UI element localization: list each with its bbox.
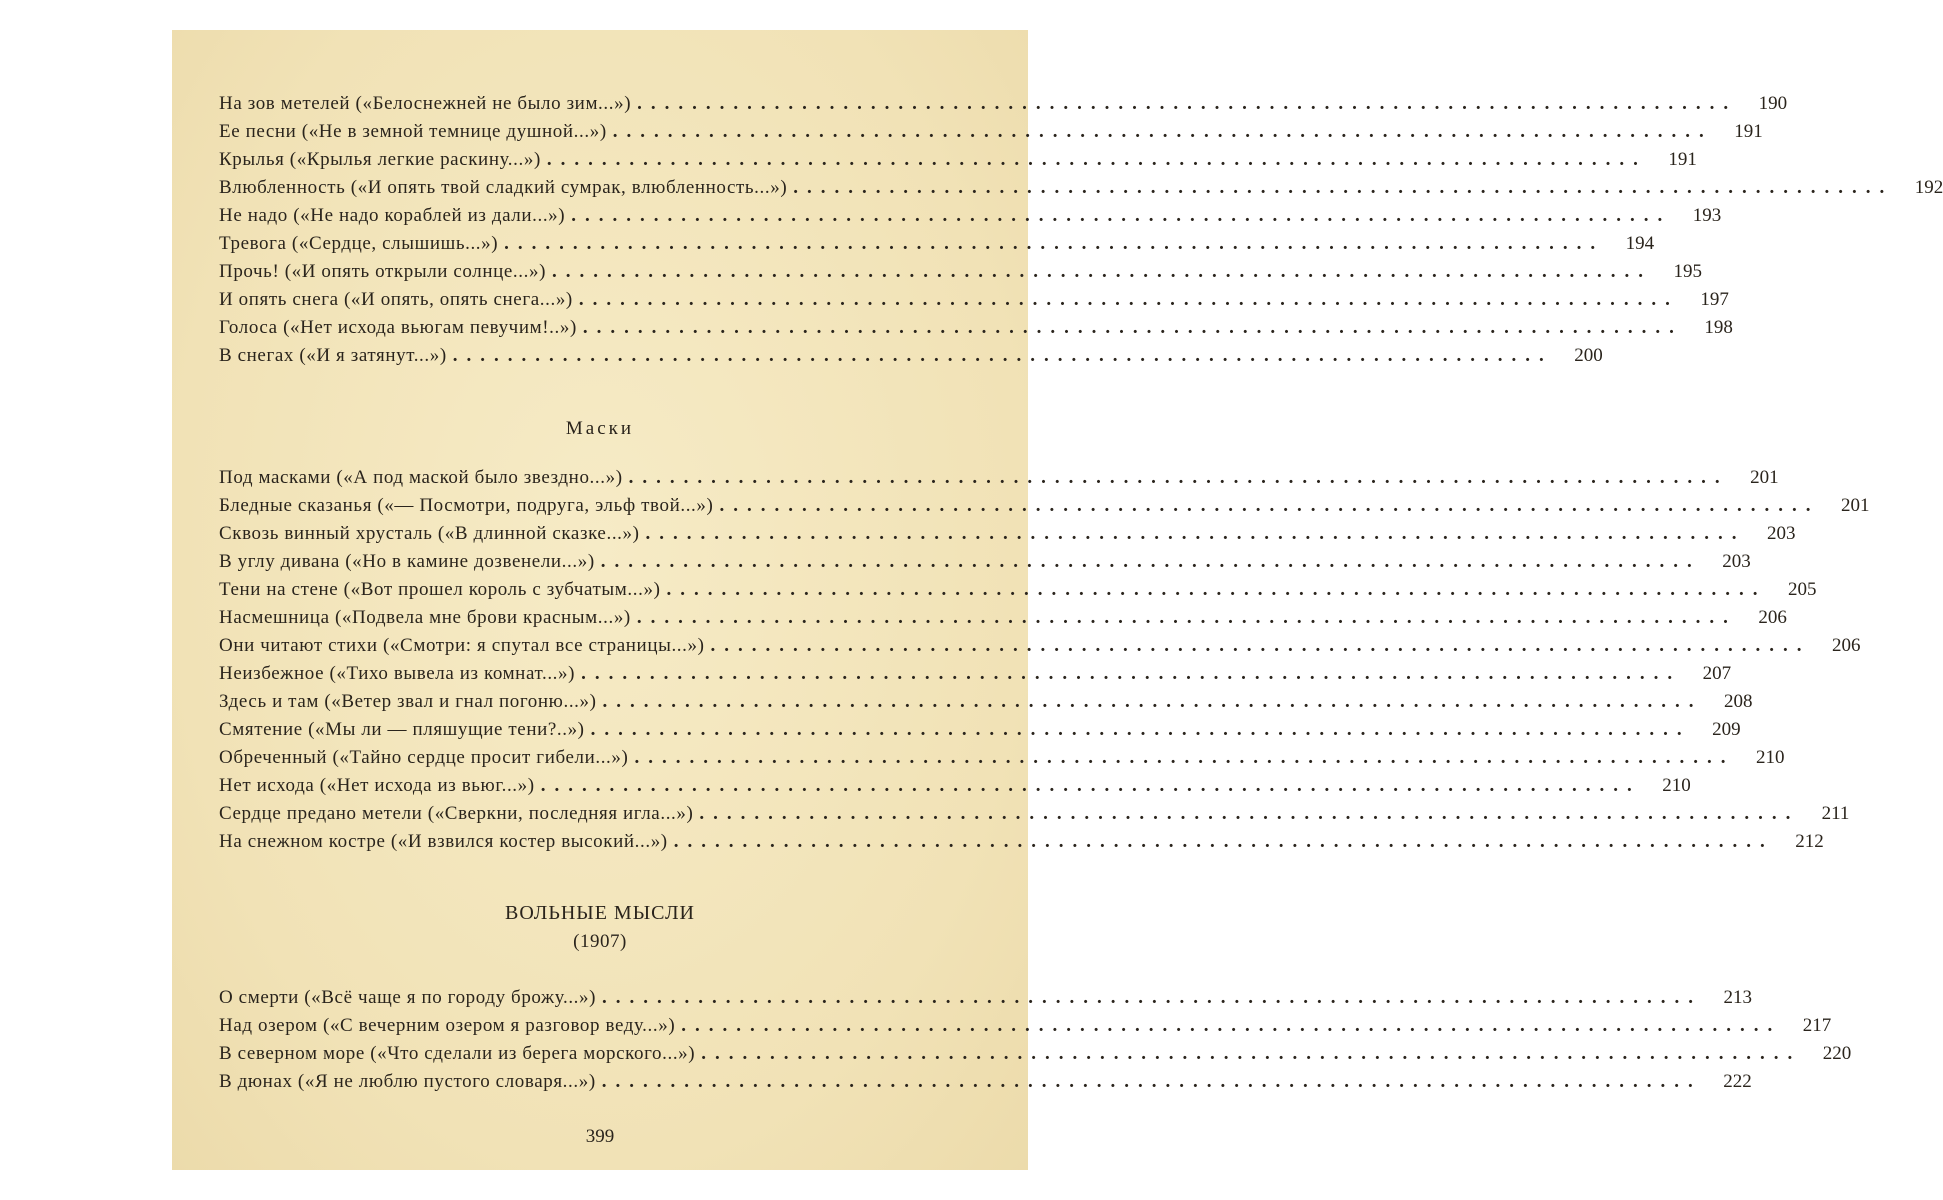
toc-entry-page: 203 xyxy=(1767,523,1796,544)
dot-leader: ................................................................................ xyxy=(710,635,1811,656)
dot-leader: ................................................................................ xyxy=(793,177,1894,198)
dot-leader: ................................................................................ xyxy=(699,803,1800,824)
toc-entry-title: Тени на стене («Вот прошел король с зубчатым...») xyxy=(219,579,661,600)
toc-entry-page: 194 xyxy=(1625,233,1655,254)
toc-entry-title: Ее песни («Не в земной темнице душной...») xyxy=(219,121,607,142)
toc-entry-title: Тревога («Сердце, слышишь...») xyxy=(219,233,499,254)
toc-entry-title: Сердце предано метели («Сверкни, последняя игла...») xyxy=(219,803,694,824)
toc-entry-page: 198 xyxy=(1704,317,1733,338)
toc-entry-page: 220 xyxy=(1822,1043,1852,1064)
toc-entry-page: 190 xyxy=(1758,93,1788,114)
toc-entry xyxy=(219,984,1753,1012)
toc-entry-page: 191 xyxy=(1734,121,1763,142)
toc-entry xyxy=(219,1012,1832,1040)
toc-entry-title: На зов метелей («Белоснежней не было зим...») xyxy=(219,93,632,114)
toc-entry xyxy=(219,744,1785,772)
dot-leader: ................................................................................ xyxy=(452,345,1553,366)
toc-entry-title: В углу дивана («Но в камине дозвенели...») xyxy=(219,551,595,572)
dot-leader: ................................................................................ xyxy=(701,1043,1802,1064)
toc-entry-page: 193 xyxy=(1692,205,1722,226)
toc-entry-page: 208 xyxy=(1724,691,1753,712)
toc-entry xyxy=(219,688,1753,716)
toc-entry xyxy=(219,772,1691,800)
toc-entry-page: 191 xyxy=(1668,149,1697,170)
dot-leader: ................................................................................ xyxy=(634,747,1735,768)
toc-entry xyxy=(219,314,1733,342)
section-title-free-thoughts: ВОЛЬНЫЕ МЫСЛИ xyxy=(504,902,695,924)
toc-entry-title: Смятение («Мы ли — пляшущие тени?..») xyxy=(219,719,585,740)
toc-entry-title: В северном море («Что сделали из берега морского...») xyxy=(219,1043,696,1064)
toc-entry xyxy=(219,286,1729,314)
toc-entry-page: 222 xyxy=(1723,1071,1752,1092)
toc-entry xyxy=(219,576,1817,604)
toc-entry-title: Прочь! («И опять открыли солнце...») xyxy=(219,261,547,282)
toc-entry-title: Голоса («Нет исхода вьюгам певучим!..») xyxy=(219,317,577,338)
toc-entry xyxy=(219,118,1763,146)
toc-entry-title: О смерти («Всё чаще я по городу брожу...») xyxy=(219,987,597,1008)
toc-entry-page: 206 xyxy=(1758,607,1787,628)
toc-entry-page: 212 xyxy=(1795,831,1824,852)
toc-entry-title: Они читают стихи («Смотри: я спутал все страницы...») xyxy=(219,635,705,656)
dot-leader: ................................................................................ xyxy=(681,1015,1782,1036)
toc-entry-page: 200 xyxy=(1574,345,1603,366)
toc-entry-title: В дюнах («Я не люблю пустого словаря...») xyxy=(219,1071,596,1092)
dot-leader: ................................................................................ xyxy=(602,987,1703,1008)
toc-entry-title: Здесь и там («Ветер звал и гнал погоню...») xyxy=(219,691,597,712)
toc-entry-page: 203 xyxy=(1722,551,1751,572)
toc-entry-page: 201 xyxy=(1750,467,1779,488)
toc-entry-page: 217 xyxy=(1802,1015,1832,1036)
toc-entry xyxy=(219,492,1870,520)
dot-leader: ................................................................................ xyxy=(602,691,1703,712)
dot-leader: ................................................................................ xyxy=(504,233,1605,254)
toc-entry xyxy=(219,90,1788,118)
toc-entry-title: На снежном костре («И взвился костер высокий...») xyxy=(219,831,668,852)
toc-entry xyxy=(219,604,1787,632)
toc-entry-title: Обреченный («Тайно сердце просит гибели...») xyxy=(219,747,629,768)
book-page xyxy=(172,30,1943,1170)
toc-group-free-thoughts xyxy=(219,984,1852,1096)
toc-entry-page: 192 xyxy=(1914,177,1943,198)
dot-leader: ................................................................................ xyxy=(552,261,1653,282)
section-title-masks: Маски xyxy=(565,418,635,439)
toc-entry xyxy=(219,258,1703,286)
toc-entry-title: Насмешница («Подвела мне брови красным...») xyxy=(219,607,631,628)
toc-entry-page: 211 xyxy=(1821,803,1850,824)
toc-entry-page: 210 xyxy=(1755,747,1785,768)
toc-entry xyxy=(219,342,1603,370)
toc-entry xyxy=(219,1068,1752,1096)
dot-leader: ................................................................................ xyxy=(673,831,1774,852)
toc-entry-page: 207 xyxy=(1702,663,1732,684)
toc-entry-page: 210 xyxy=(1662,775,1691,796)
dot-leader: ................................................................................ xyxy=(540,775,1641,796)
dot-leader: ................................................................................ xyxy=(601,1071,1702,1092)
toc-group-masks xyxy=(219,464,1870,856)
toc-entry xyxy=(219,548,1751,576)
toc-entry xyxy=(219,202,1722,230)
toc-entry xyxy=(219,174,1943,202)
dot-leader: ................................................................................ xyxy=(719,495,1820,516)
dot-leader: ................................................................................ xyxy=(637,93,1738,114)
dot-leader: ................................................................................ xyxy=(600,551,1701,572)
toc-entry xyxy=(219,230,1655,258)
toc-entry-title: Нет исхода («Нет исхода из вьюг...») xyxy=(219,775,535,796)
toc-entry-page: 213 xyxy=(1723,987,1753,1008)
toc-entry-title: Влюбленность («И опять твой сладкий сумрак, влюбленность...») xyxy=(219,177,788,198)
dot-leader: ................................................................................ xyxy=(590,719,1691,740)
toc-entry-title: Бледные сказанья («— Посмотри, подруга, эльф твой...») xyxy=(219,495,714,516)
toc-entry-title: Не надо («Не надо кораблей из дали...») xyxy=(219,205,566,226)
dot-leader: ................................................................................ xyxy=(645,523,1746,544)
toc-entry-title: В снегах («И я затянут...») xyxy=(219,345,447,366)
toc-entry-title: И опять снега («И опять, опять снега...») xyxy=(219,289,573,310)
dot-leader: ................................................................................ xyxy=(612,121,1713,142)
dot-leader: ................................................................................ xyxy=(666,579,1767,600)
toc-entry-page: 209 xyxy=(1712,719,1741,740)
section-year: (1907) xyxy=(573,931,627,952)
toc-entry xyxy=(219,1040,1852,1068)
toc-entry-title: Сквозь винный хрусталь («В длинной сказке...») xyxy=(219,523,640,544)
toc-entry xyxy=(219,464,1779,492)
page-number: 399 xyxy=(585,1126,615,1147)
dot-leader: ................................................................................ xyxy=(581,663,1682,684)
toc-entry xyxy=(219,520,1796,548)
toc-entry xyxy=(219,828,1824,856)
toc-entry xyxy=(219,632,1861,660)
toc-entry xyxy=(219,660,1732,688)
dot-leader: ................................................................................ xyxy=(546,149,1647,170)
toc-entry-title: Крылья («Крылья легкие раскину...») xyxy=(219,149,541,170)
toc-entry-title: Неизбежное («Тихо вывела из комнат...») xyxy=(219,663,576,684)
toc-entry-page: 201 xyxy=(1840,495,1870,516)
toc-entry xyxy=(219,716,1741,744)
toc-entry-title: Над озером («С вечерним озером я разговор веду...») xyxy=(219,1015,676,1036)
toc-entry-page: 206 xyxy=(1832,635,1861,656)
toc-group-snow-mask xyxy=(219,90,1943,370)
dot-leader: ................................................................................ xyxy=(578,289,1679,310)
toc-entry-page: 205 xyxy=(1788,579,1817,600)
toc-entry xyxy=(219,800,1850,828)
dot-leader: ................................................................................ xyxy=(571,205,1672,226)
toc-entry-title: Под масками («А под маской было звездно...») xyxy=(219,467,623,488)
dot-leader: ................................................................................ xyxy=(628,467,1729,488)
toc-entry xyxy=(219,146,1697,174)
dot-leader: ................................................................................ xyxy=(636,607,1737,628)
toc-entry-page: 195 xyxy=(1673,261,1703,282)
toc-entry-page: 197 xyxy=(1700,289,1729,310)
dot-leader: ................................................................................ xyxy=(582,317,1683,338)
